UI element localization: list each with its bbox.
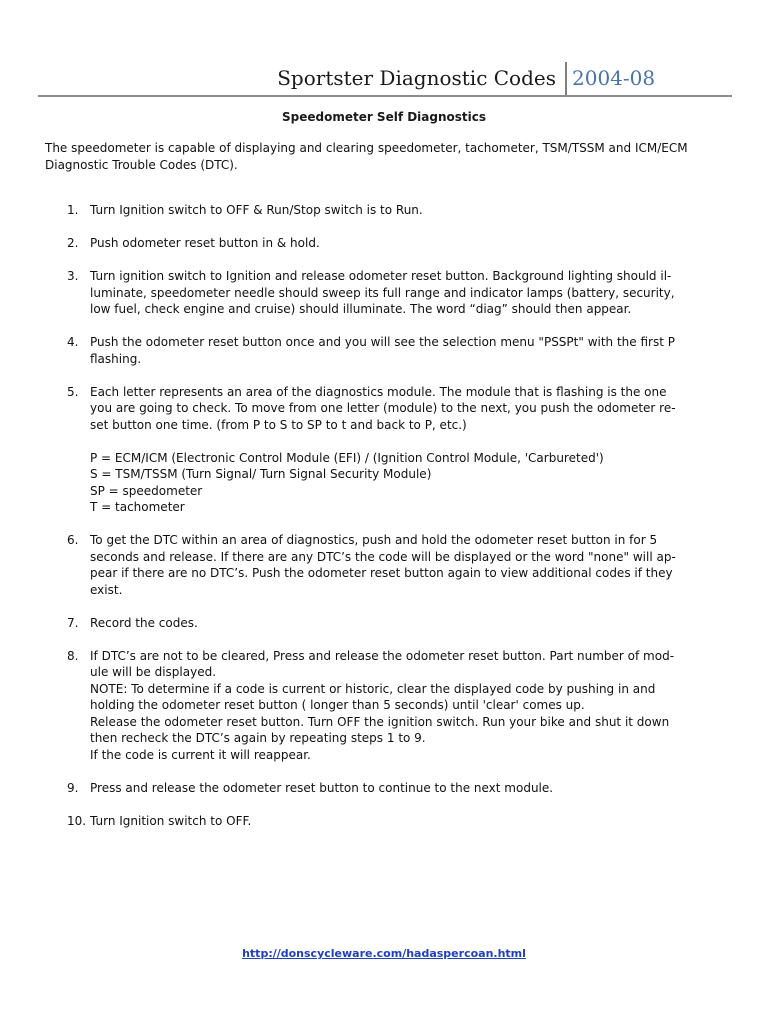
step-text-line: Turn ignition switch to Ignition and release odometer reset button. Background lighting should il- (90, 269, 672, 283)
step-number: 8. (67, 648, 79, 663)
step-text-line: seconds and release. If there are any DTC’s the code will be displayed or the word "none" will ap- (90, 549, 676, 564)
step-number: 2. (67, 236, 79, 250)
step-item (45, 334, 735, 367)
step-text-line: If DTC’s are not to be cleared, Press and release the odometer reset button. Part number of mod- (90, 648, 675, 663)
step-text-line: then recheck the DTC’s again by repeating steps 1 to 9. (90, 731, 426, 745)
step-number: 1. (67, 203, 79, 217)
step-number: 3. (67, 269, 79, 283)
module-legend-line: P = ECM/ICM (Electronic Control Module (EFI) / (Ignition Control Module, 'Carbureted') (90, 450, 604, 465)
step-text-line: Turn Ignition switch to OFF & Run/Stop switch is to Run. (90, 203, 423, 217)
step-item (45, 615, 735, 632)
module-legend-line: T = tachometer (90, 500, 185, 514)
step-text-line: pear if there are no DTC’s. Push the odometer reset button again to view additional codes if they (90, 566, 673, 580)
step-text-line: Record the codes. (90, 615, 198, 630)
module-legend (90, 450, 735, 516)
step-item (45, 648, 735, 764)
module-legend-line: S = TSM/TSSM (Turn Signal/ Turn Signal Security Module) (90, 467, 432, 481)
module-legend-line: SP = speedometer (90, 483, 203, 498)
step-text-line: Release the odometer reset button. Turn OFF the ignition switch. Run your bike and shut it down (90, 714, 670, 729)
step-item (45, 202, 735, 219)
step-text-line: Turn Ignition switch to OFF. (90, 813, 252, 828)
step-text-line: set button one time. (from P to S to SP to t and back to P, etc.) (90, 417, 467, 432)
document-title: Speedometer Self Diagnostics (281, 110, 487, 124)
footer (0, 947, 768, 960)
step-text-line: ule will be displayed. (90, 665, 217, 679)
step-text-line: luminate, speedometer needle should sweep its full range and indicator lamps (battery, security, (90, 285, 675, 300)
step-item (45, 780, 735, 797)
step-number: 7. (67, 615, 79, 630)
step-item (45, 813, 735, 830)
step-item (45, 532, 735, 598)
step-text-line: low fuel, check engine and cruise) should illuminate. The word “diag” should then appear. (90, 302, 632, 316)
page-header (38, 62, 732, 96)
header-rule (38, 95, 732, 97)
step-number: 4. (67, 335, 79, 349)
step-text-line: NOTE: To determine if a code is current or historic, clear the displayed code by pushing in and (90, 681, 656, 696)
step-text-line: you are going to check. To move from one letter (module) to the next, you push the odometer re- (90, 401, 676, 415)
step-text-line: To get the DTC within an area of diagnostics, push and hold the odometer reset button in for 5 (90, 533, 658, 547)
step-text-line: holding the odometer reset button ( longer than 5 seconds) until 'clear' comes up. (90, 698, 585, 712)
header-separator (565, 62, 567, 96)
step-item (45, 235, 735, 252)
footer-link[interactable]: http://donscycleware.com/hadaspercoan.html (242, 947, 526, 960)
step-number: 9. (67, 780, 79, 795)
step-number: 5. (67, 384, 79, 399)
steps-list (45, 202, 735, 846)
step-text-line: Press and release the odometer reset button to continue to the next module. (90, 780, 554, 795)
intro-line: The speedometer is capable of displaying and clearing speedometer, tachometer, TSM/TSSM and ICM/ECM (45, 141, 688, 155)
step-text-line: If the code is current it will reappear. (90, 747, 311, 762)
step-text-line: exist. (90, 582, 123, 597)
step-text-line: flashing. (90, 351, 142, 366)
step-text-line: Each letter represents an area of the diagnostics module. The module that is flashing is the one (90, 384, 667, 399)
intro-line: Diagnostic Trouble Codes (DTC). (45, 157, 238, 172)
header-years: 2004-08 (572, 66, 656, 90)
step-number: 10. (67, 813, 87, 828)
intro-paragraph (45, 140, 735, 173)
step-item (45, 268, 735, 318)
header-title: Sportster Diagnostic Codes (277, 66, 556, 90)
step-text-line: Push the odometer reset button once and you will see the selection menu "PSSPt" with the first P (90, 335, 675, 349)
step-item (45, 384, 735, 516)
step-number: 6. (67, 533, 79, 547)
step-text-line: Push odometer reset button in & hold. (90, 236, 320, 250)
